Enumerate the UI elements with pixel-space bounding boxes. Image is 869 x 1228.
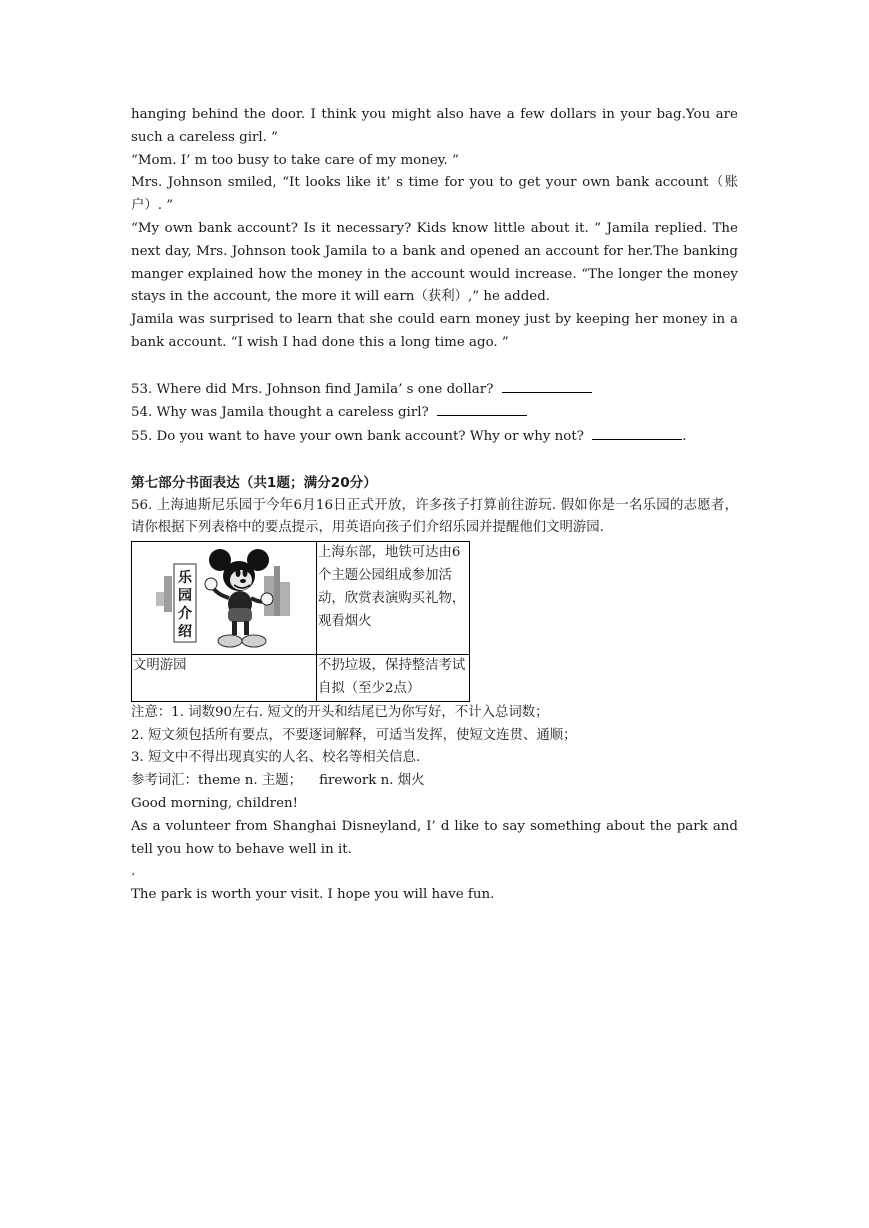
civilized-visit-label: 文明游园 (132, 655, 317, 702)
civilized-visit-points: 不扔垃圾，保持整洁考试自拟（至少2点） (317, 655, 470, 702)
park-image-cell (132, 542, 317, 655)
question-54-text: 54. Why was Jamila thought a careless girl? (131, 405, 429, 421)
question-53-text: 53. Where did Mrs. Johnson find Jamila’ s one dollar? (131, 381, 494, 397)
answer-blank-54[interactable] (437, 401, 527, 416)
note-2: 2. 短文须包括所有要点，不要逐词解释，可适当发挥，使短文连贯、通顺； (131, 727, 577, 743)
points-table (131, 541, 470, 702)
essay-greeting: Good morning, children! (131, 795, 299, 811)
essay-opening: As a volunteer from Shanghai Disneyland, I’ d like to say something about the park and tell you how to behave well in it. (131, 818, 738, 857)
question-55-text: 55. Do you want to have your own bank account? Why or why not? (131, 429, 584, 445)
label-char-3: 介 (178, 606, 192, 623)
writing-prompt: 56. 上海迪斯尼乐园于今年6月16日正式开放，许多孩子打算前往游玩. 假如你是一名乐园的志愿者，请你根据下列表格中的要点提示，用英语向孩子们介绍乐园并提醒他们文明游园. (131, 497, 738, 536)
question-54 (131, 401, 738, 425)
answer-blank-55[interactable] (592, 425, 682, 440)
essay-placeholder-dot: . (131, 864, 136, 880)
question-53 (131, 378, 738, 402)
reference-vocab: 参考词汇：theme n. 主题； firework n. 烟火 (131, 773, 425, 789)
document-page (131, 104, 738, 907)
question-55-period: . (682, 429, 687, 445)
passage-line-2: “Mom. I’ m too busy to take care of my money. ” (131, 152, 459, 168)
section-heading: 第七部分书面表达（共1题；满分20分） (131, 474, 377, 491)
question-55 (131, 425, 738, 449)
park-intro-points: 上海东部，地铁可达由6个主题公园组成参加活动，欣赏表演购买礼物，观看烟火 (317, 542, 470, 655)
label-char-2: 园 (178, 588, 192, 605)
spacer (131, 449, 738, 472)
label-char-4: 绍 (178, 624, 192, 641)
passage-line-3: Mrs. Johnson smiled, “It looks like it’ s time for you to get your own bank account（账户）. ” (131, 175, 738, 214)
label-char-1: 乐 (178, 570, 192, 587)
note-3: 3. 短文中不得出现真实的人名、校名等相关信息. (131, 750, 421, 766)
passage-line-1: hanging behind the door. I think you might also have a few dollars in your bag.You are such a careless girl. ” (131, 107, 738, 145)
table-row (132, 655, 470, 702)
note-1: 注意：1. 词数90左右. 短文的开头和结尾已为你写好，不计入总词数； (131, 704, 549, 720)
spacer (131, 355, 738, 378)
essay-closing: The park is worth your visit. I hope you will have fun. (131, 887, 495, 903)
passage-line-4: “My own bank account? Is it necessary? Kids know little about it. ” Jamila replied. The next day, Mrs. Johnson took Jamila to a bank and opened an account for her.The banking manger explained how the money in the account would increase. “The longer the money stays in the account, the more it will earn（获利）,” he added. (131, 220, 738, 305)
mickey-mouse-image (154, 546, 294, 654)
passage-line-5: Jamila was surprised to learn that she could earn money just by keeping her money in a bank account. “I wish I had done this a long time ago. ” (131, 312, 738, 350)
table-row (132, 542, 470, 655)
answer-blank-53[interactable] (502, 378, 592, 393)
